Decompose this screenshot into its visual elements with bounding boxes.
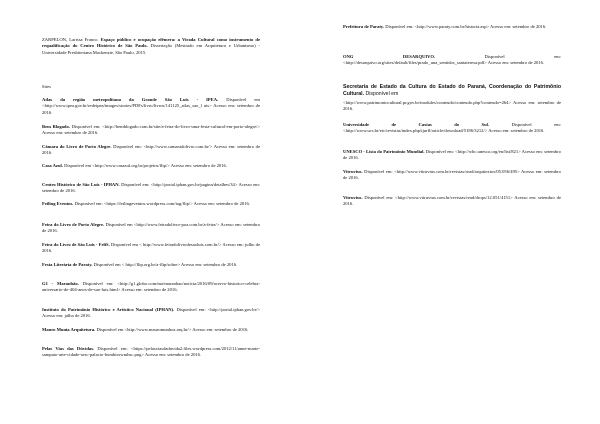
ref-entry [42,262,260,268]
ref-entry [343,169,561,182]
ref-entry-title: ONG DESARQUIVO. [343,54,436,59]
ref-entry [42,281,260,294]
ref-entry [42,327,260,333]
ref-entry [42,124,260,137]
ref-entry-title: Universidade de Caxias do Sul. [343,122,490,127]
ref-entry-title: Casa Azul. [42,163,63,168]
ref-entry [42,144,260,157]
ref-entry [42,97,260,116]
ref-entry-title: Instituto do Patrimônio Histórico e Artístico Nacional (IPHAN). [42,307,175,312]
ref-entry-text: Disponível em: <http://www.paraty.com.br/historia.asp> Acesso em: setembro de 2016. [385,24,547,29]
reference-zarpelon [42,37,260,56]
ref-entry-title: Feira do Livro de Porto Alegre. [42,222,105,227]
ref-entry [343,195,561,208]
ref-entry [42,222,260,235]
ref-entry-text: Disponível em: <http://bemblogado.com.br/site/a-feira-do-livro-uma-festa-cultural-em-porto-alegre/> Acesso em: setembro de 2016. [42,124,260,136]
ref-entry [343,149,561,162]
ref-entry [343,122,561,135]
ref-entry-title: G1 - Maranhão. [42,281,79,286]
ref-entry-text: Disponível em: <http://whc.unesco.org/en/list/821> Acesso em: setembro de 2016. [343,149,561,161]
ref-entry-text: Disponível em <http://www.feiradolivro-poa.com.br/a-feira/> Acesso em: setembro de 2016. [42,222,260,234]
ref-entry-text: Disponível em: <http://g1.globo.com/ma/maranhao/noticia/2016/09/acervo-historico-celebra-aniversario-de-404-anos-de-sao-luis.html> Acesso em: setembro de 2016. [42,281,260,293]
ref-entry-title: Prefeitura de Paraty. [343,24,385,29]
ref-entry-text: Disponível em <http://www.mauromunhoz.arq.br/> Acesso em: setembro de 2016. [96,327,249,332]
ref-entry-title: Festa Literária de Paraty. [42,262,93,267]
ref-entry-text: Disponível em: <http://www.ucs.br/etc/revistas/index.php/ijurfl/article/download/5186/3212/> Acesso em: setembro de 2016. [343,122,561,134]
ref-entry-text: Disponível em: <http://www.camaradolivro.com.br/> Acesso em: setembro de 2016. [42,144,260,156]
ref-entry-title: UNESCO - Lista do Patrimônio Mundial. [343,149,425,154]
ref-title: Espaço público e ocupação efêmera: a Virada Cultural como instrumento de requalificação do Centro Histórico de São Paulo. [42,37,260,49]
ref-entry-title: Câmara do Livro de Porto Alegre. [42,144,112,149]
ref-entry-title: Vitruvius. [343,169,363,174]
ref-entry-text: Disponível em: <http://portal.iphan.gov.br/> Acesso em: julho de 2016. [42,307,260,319]
secretaria-heading [343,84,561,97]
ref-entry [42,242,260,255]
ref-entry-title: Mauro Munia Arquitetura. [42,327,96,332]
sites-heading: Sites [42,84,51,89]
ref-entry-text: Disponível em: <http://www.vitruvius.com.br/revistas/read/arquitextos/05.056/495> Acesso em: setembro de 2016. [343,169,561,181]
ref-entry-text: Disponível em: <https://pelasviasdaduvida2.files.wordpress.com/2012/11/anne-marie-sampaio-arte-cidade-sesc-palacio-hxmbirxwmhsc.png> Acesso em: setembro de 2016. [42,346,260,358]
ref-entry-text: Disponível em: <http://www.vitruvius.com.br/revistas/read/drops/12.051/4151> Acesso em: setembro de 2016. [343,195,561,207]
ref-entry [42,346,260,359]
ref-entry-text: Disponível em: <http://desarquivo.org/sites/default/files/prado_una_sentidos_santateresa.pdf> Acesso em: setembro de 2016. [343,54,562,66]
ref-author: ZARPELON, Larissa Franco. [42,37,99,42]
reference-secretaria [343,84,561,113]
ref-entry [42,163,260,169]
ref-entry [343,24,561,30]
secretaria-text: <http://www.patrimoniocultural.pr.gov.br/modules/conteudo/conteudo.php?conteudo=264> Acesso em: setembro de 2016. [343,100,561,112]
ref-entry-text: Disponível em: <https://feilingeventos.wordpress.com/tag/flip/> Acesso em: setembro de 2016. [74,201,250,206]
ref-details: Dissertação (Mestrado em Arquitetura e Urbanismo) - Universidade Presbiteriana Mackenzie, São Paulo, 2015. [42,43,260,55]
ref-entry-title: Vitruvius. [343,195,363,200]
ref-entry-title: Centro Histórico de São Luís - IPHAN. [42,182,120,187]
ref-entry-title: Pelas Vias das Dúvidas. [42,346,95,351]
ref-entry [42,307,260,320]
ref-entry-title: Feiling Eventos. [42,201,74,206]
ref-entry-text: Disponível em <http://www.ipea.gov.br/redeipea/images/stories/PDFs/livro/livros/141125_atlas_sao_l uis> Acesso em: setembro de 2016. [42,97,261,115]
ref-entry [343,54,561,67]
ref-entry-text: Disponível em <http://www.casazul.org.br/projetos/flip/> Acesso em: setembro de 2016. [64,163,227,168]
ref-entry-title: Atlas da região metropolitana da Grande São Luís - IPEA. [42,97,219,102]
ref-entry [42,201,260,207]
ref-entry-text: Disponível em < http://www.feiradolivrodesaoluis.com.br/> Acesso em: julho de 2016. [42,242,260,254]
ref-entry-title: Feira do Livro de São Luís - FeliS. [42,242,110,247]
ref-entry-title: Bem Blogado. [42,124,70,129]
ref-entry [42,182,260,195]
ref-entry-text: Disponível em < http://flip.org.br/a-flip/sobre> Acesso em: setembro de 2016. [93,262,238,267]
ref-entry-text: Disponível em: <http://portal.iphan.gov.br/pagina/detalhes/34> Acesso em: setembro de 2016. [42,182,260,194]
secretaria-lead: Disponível em [365,90,399,97]
secretaria-title: Secretaria de Estado da Cultura do Estado do Paraná, Coordenação do Patrimônio Cultural. [343,84,561,97]
